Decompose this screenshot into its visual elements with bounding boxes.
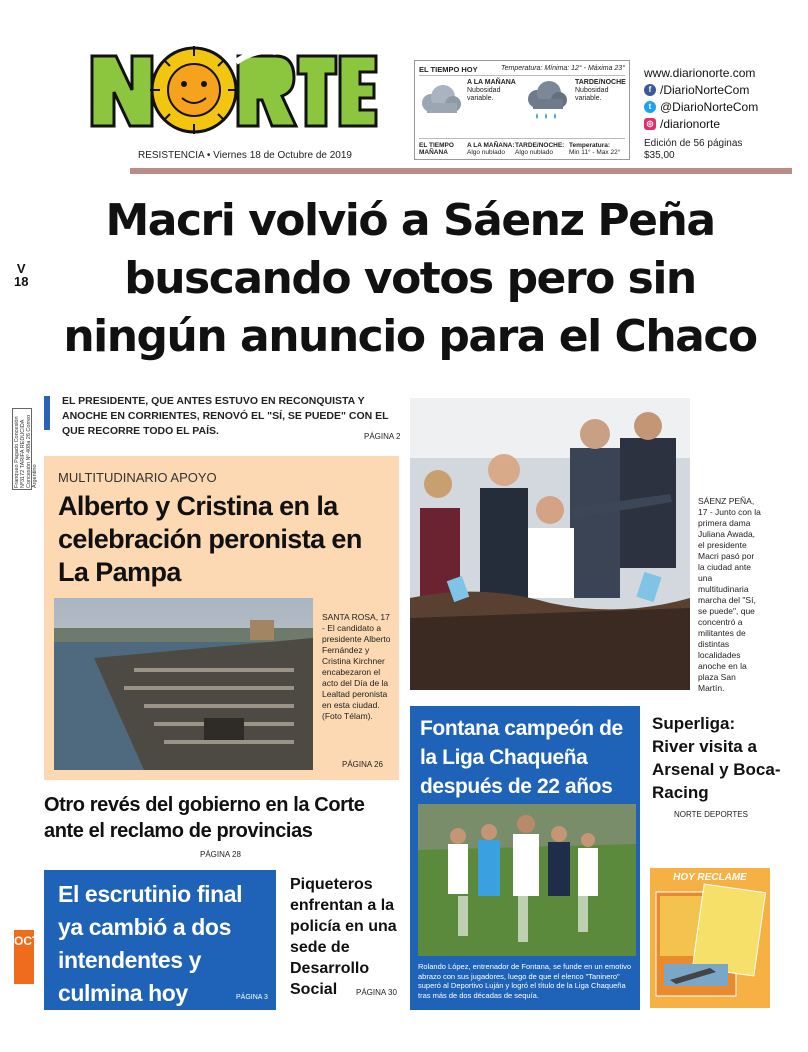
pampa-crowd-photo[interactable] bbox=[54, 598, 313, 770]
edition-pages: Edición de 56 páginas bbox=[644, 138, 743, 149]
weather-tomorrow-temp: Min 11° - Max 22° bbox=[569, 149, 621, 156]
lead-text: EL PRESIDENTE, QUE ANTES ESTUVO EN RECONQUISTA Y ANOCHE EN CORRIENTES, RENOVÓ EL "SÍ, SE PUEDE" CON EL QUE RECORRE TODO EL PAÍS. bbox=[62, 395, 389, 437]
oct-tag: OCT bbox=[14, 930, 34, 984]
weather-evening-desc: Nubosidad variable. bbox=[575, 87, 609, 102]
lead-accent-bar bbox=[44, 396, 50, 430]
pampa-page-ref[interactable]: PÁGINA 26 bbox=[342, 760, 383, 769]
hoy-reclame-title: HOY RECLAME bbox=[673, 872, 747, 883]
dateline: RESISTENCIA • Viernes 18 de Octubre de 2019 bbox=[138, 150, 352, 161]
weather-tomorrow-label: EL TIEMPO MAÑANA bbox=[419, 142, 454, 156]
weather-morning-desc: Nubosidad variable. bbox=[467, 87, 501, 102]
weather-temperature: Temperatura: Mínima: 12° - Máxima 23° bbox=[501, 65, 625, 72]
pampa-kicker: MULTITUDINARIO APOYO bbox=[58, 470, 217, 485]
fontana-caption: Rolando López, entrenador de Fontana, se funde en un emotivo abrazo con sus jugadores, luego de que el elenco "Taninero" superó al Deportivo Luján y logró el título de la Liga Chaqueña tras más de dos décadas de sequía. bbox=[418, 962, 632, 1000]
postal-box: Franqueo Pagado Concesión Nº3172 TARIFA REDUCIDA Concesión Nº 408a 26 Correo Argentino bbox=[12, 408, 32, 490]
weather-morning-label: A LA MAÑANA bbox=[467, 79, 516, 86]
weather-tomorrow-evening-desc: Algo nublado bbox=[515, 149, 553, 156]
weather-tomorrow-morning-label: A LA MAÑANA: bbox=[467, 142, 515, 149]
twitter-link[interactable]: @DiarioNorteCom bbox=[660, 99, 759, 114]
weather-title: EL TIEMPO HOY bbox=[419, 65, 478, 74]
facebook-icon: f bbox=[644, 84, 656, 96]
fontana-celebration-photo[interactable] bbox=[418, 804, 636, 956]
escrutinio-page-ref[interactable]: PÁGINA 3 bbox=[236, 994, 268, 1001]
rain-cloud-icon bbox=[525, 81, 569, 127]
day-letter: V bbox=[16, 261, 26, 276]
escrutinio-title[interactable]: El escrutinio final ya cambió a dos intendentes y culmina hoy bbox=[58, 881, 243, 1006]
pampa-caption: SANTA ROSA, 17 - El candidato a presidente Alberto Fernández y Cristina Kirchner encabezaron el acto del Día de la Lealtad peronista en esta ciudad. (Foto Télam). bbox=[322, 612, 391, 721]
day-tag bbox=[14, 262, 28, 288]
weather-tomorrow-evening-label: TARDE/NOCHE: bbox=[515, 142, 565, 149]
macri-rally-photo[interactable] bbox=[410, 398, 690, 690]
contacts bbox=[644, 64, 758, 132]
main-headline[interactable]: Macri volvió a Sáenz Peña buscando votos pero sin ningún anuncio para el Chaco bbox=[63, 195, 757, 362]
edition-info bbox=[644, 138, 742, 162]
superliga-title[interactable]: Superliga: River visita a Arsenal y Boca-Racing bbox=[652, 714, 781, 802]
facebook-link[interactable]: /DiarioNorteCom bbox=[660, 82, 750, 97]
rally-caption: SÁENZ PEÑA, 17 - Junto con la primera dama Juliana Awada, el presidente Macri pasó por la ciudad ante una multitudinaria marcha del "Sí, se puede", que concentró a militantes de distintas localidades anoche en la plaza San Martín. bbox=[698, 496, 761, 693]
fontana-title[interactable]: Fontana campeón de la Liga Chaqueña después de 22 años bbox=[420, 717, 623, 798]
price: $35,00 bbox=[644, 150, 675, 161]
weather-tomorrow-temp-label: Temperatura: bbox=[569, 142, 611, 149]
superliga-page-ref[interactable]: NORTE DEPORTES bbox=[674, 810, 748, 819]
weather-evening-label: TARDE/NOCHE bbox=[575, 79, 626, 86]
cloud-icon bbox=[419, 83, 463, 117]
instagram-link[interactable]: /diarionorte bbox=[660, 116, 721, 131]
hoy-reclame-box[interactable] bbox=[650, 868, 770, 1008]
norte-logo[interactable] bbox=[88, 42, 380, 134]
masthead-rule bbox=[130, 168, 792, 174]
weather-tomorrow bbox=[419, 138, 625, 158]
piqueteros-page-ref[interactable]: PÁGINA 30 bbox=[356, 988, 397, 997]
weather-box bbox=[414, 60, 630, 160]
corte-title[interactable]: Otro revés del gobierno en la Corte ante el reclamo de provincias bbox=[44, 794, 365, 842]
lead-page-ref[interactable]: PÁGINA 2 bbox=[364, 432, 401, 441]
pampa-title[interactable]: Alberto y Cristina en la celebración peronista en La Pampa bbox=[58, 491, 362, 587]
day-number: 18 bbox=[14, 274, 29, 289]
twitter-icon: t bbox=[644, 101, 656, 113]
piqueteros-title[interactable]: Piqueteros enfrentan a la policía en una sede de Desarrollo Social bbox=[290, 876, 397, 998]
website-link[interactable]: www.diarionorte.com bbox=[644, 65, 756, 80]
instagram-icon: ◎ bbox=[644, 118, 656, 130]
weather-tomorrow-morning-desc: Algo nublado bbox=[467, 149, 505, 156]
corte-page-ref[interactable]: PÁGINA 28 bbox=[200, 850, 241, 859]
